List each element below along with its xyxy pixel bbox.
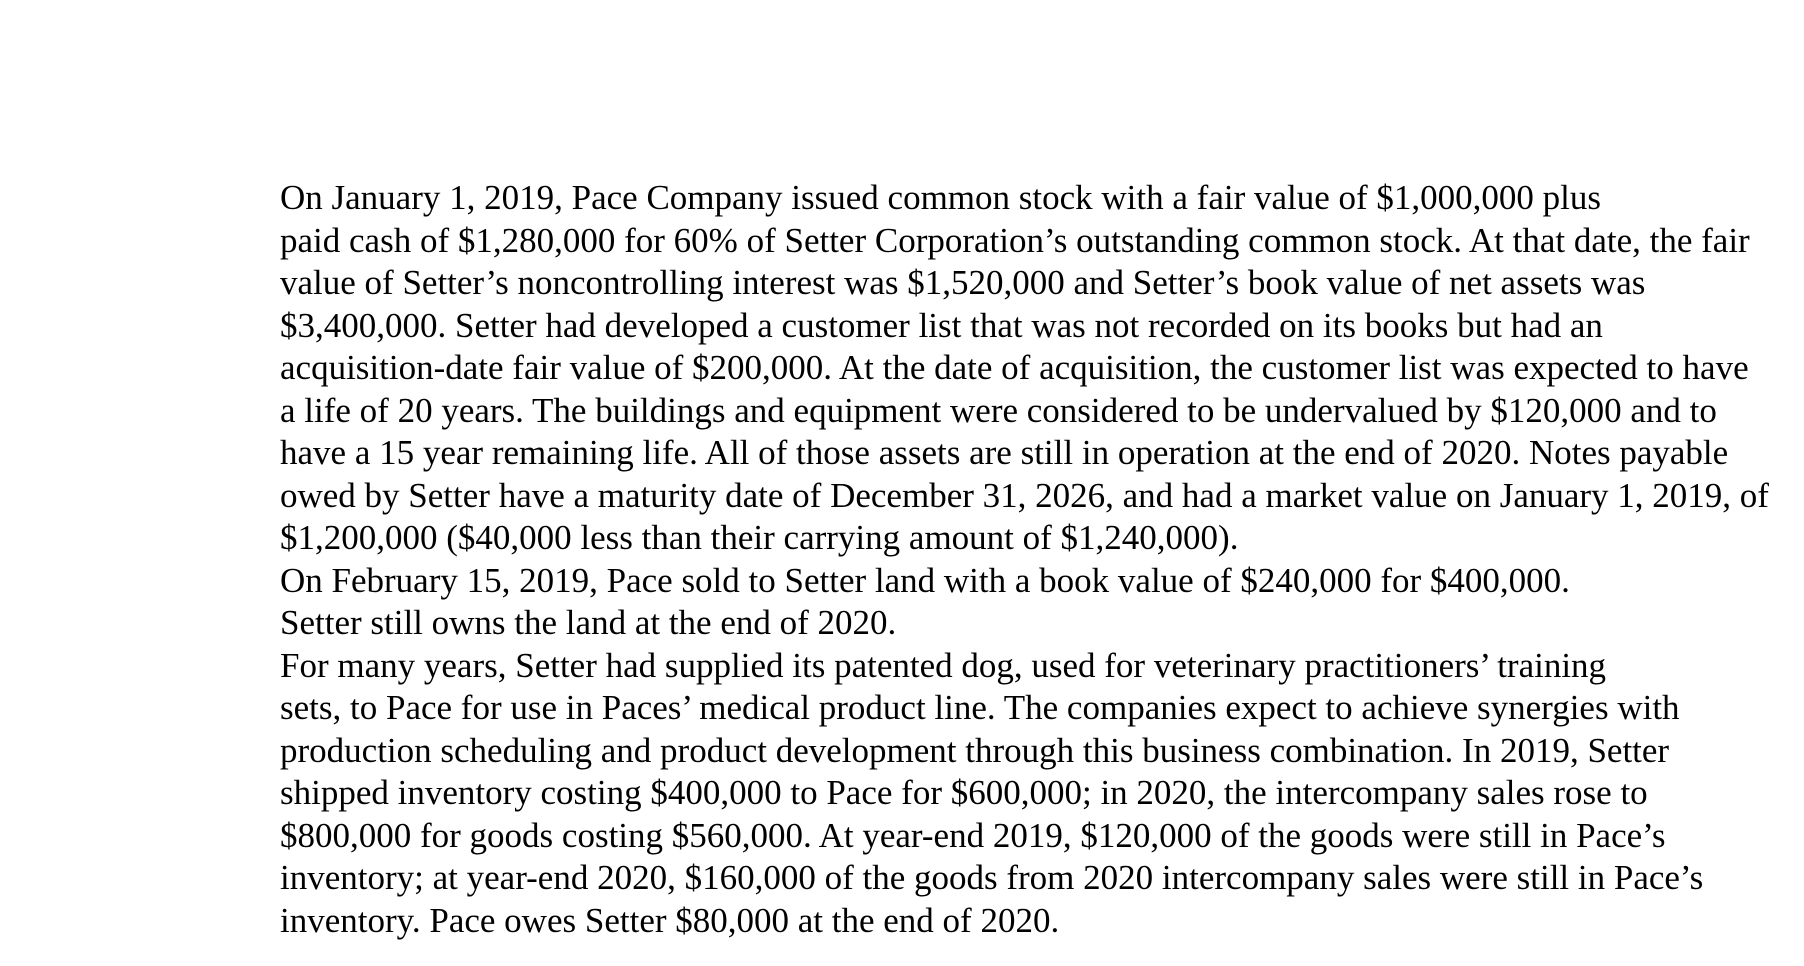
text-line: a life of 20 years. The buildings and equipment were considered to be undervalued by $120,000 and to [280,390,1717,430]
text-line: $1,200,000 ($40,000 less than their carrying amount of $1,240,000). [280,518,1239,557]
text-line: inventory; at year-end 2020, $160,000 of the goods from 2020 intercompany sales were still in Pace’s [280,858,1704,897]
text-line: value of Setter’s noncontrolling interest was $1,520,000 and Setter’s book value of net assets was [280,263,1646,302]
text-line: inventory. Pace owes Setter $80,000 at the end of 2020. [280,900,1060,940]
text-line: On February 15, 2019, Pace sold to Setter land with a book value of $240,000 for $400,000. [280,560,1570,600]
text-line: acquisition-date fair value of $200,000. At the date of acquisition, the customer list was expected to have [280,348,1749,387]
text-line: have a 15 year remaining life. All of those assets are still in operation at the end of 2020. Notes payable [280,433,1729,472]
text-line: On January 1, 2019, Pace Company issued common stock with a fair value of $1,000,000 plus [280,178,1602,217]
text-line: For many years, Setter had supplied its patented dog, used for veterinary practitioners’ training [280,645,1607,685]
paragraph-land-sale [160,560,1760,645]
text-line: paid cash of $1,280,000 for 60% of Setter Corporation’s outstanding common stock. At that date, the fair [280,220,1750,260]
text-line: sets, to Pace for use in Paces’ medical product line. The companies expect to achieve synergies with [280,688,1680,727]
text-line: owed by Setter have a maturity date of December 31, 2026, and had a market value on January 1, 2019, of [280,475,1769,515]
paragraph-acquisition [160,177,1769,560]
paragraph-intercompany-sales [160,645,1760,943]
text-line: shipped inventory costing $400,000 to Pace for $600,000; in 2020, the intercompany sales rose to [280,773,1648,812]
document-body [160,177,1769,942]
text-line: $3,400,000. Setter had developed a customer list that was not recorded on its books but had an [280,305,1603,345]
text-line: Setter still owns the land at the end of 2020. [280,603,897,642]
text-line: production scheduling and product development through this business combination. In 2019, Setter [280,730,1670,770]
text-line: $800,000 for goods costing $560,000. At year-end 2019, $120,000 of the goods were still in Pace’s [280,815,1666,855]
